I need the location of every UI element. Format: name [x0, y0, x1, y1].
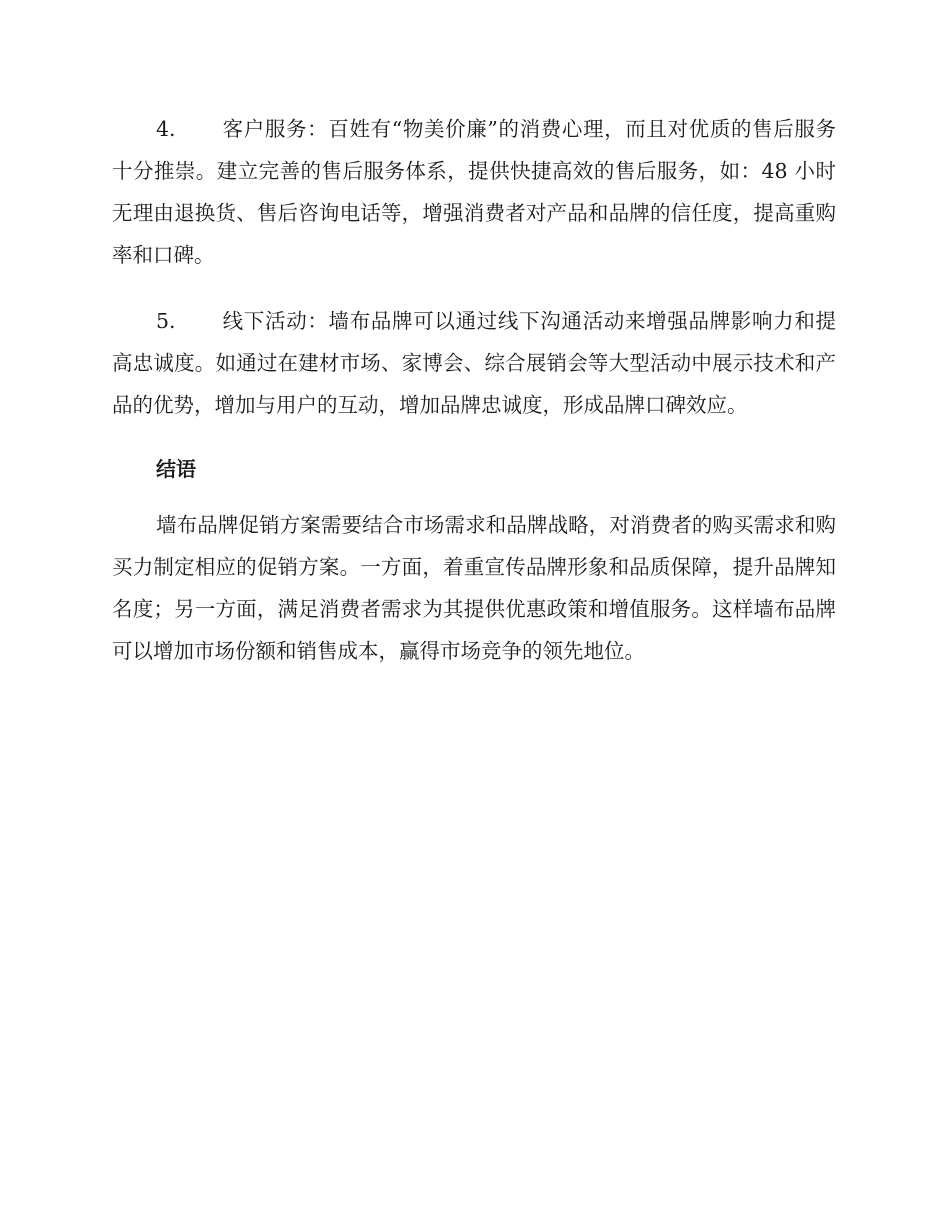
- list-item-4: [112, 108, 836, 276]
- list-item-5: [112, 300, 836, 426]
- list-item-text: 客户服务：百姓有“物美价廉”的消费心理，而且对优质的售后服务十分推崇。建立完善的售后服务体系，提供快捷高效的售后服务，如：48 小时无理由退换货、售后咨询电话等，增强消费者对产品和品牌的信任度，提高重购率和口碑。: [112, 117, 836, 267]
- section-heading-conclusion: 结语: [156, 457, 196, 481]
- list-item-number: 5.: [156, 309, 176, 333]
- document-page: [112, 108, 836, 672]
- list-item-text: 线下活动：墙布品牌可以通过线下沟通活动来增强品牌影响力和提高忠诚度。如通过在建材市场、家博会、综合展销会等大型活动中展示技术和产品的优势，增加与用户的互动，增加品牌忠诚度，形成品牌口碑效应。: [112, 309, 836, 417]
- conclusion-paragraph: 墙布品牌促销方案需要结合市场需求和品牌战略，对消费者的购买需求和购买力制定相应的促销方案。一方面，着重宣传品牌形象和品质保障，提升品牌知名度；另一方面，满足消费者需求为其提供优惠政策和增值服务。这样墙布品牌可以增加市场份额和销售成本，赢得市场竞争的领先地位。: [112, 513, 836, 663]
- list-item-number: 4.: [156, 117, 176, 141]
